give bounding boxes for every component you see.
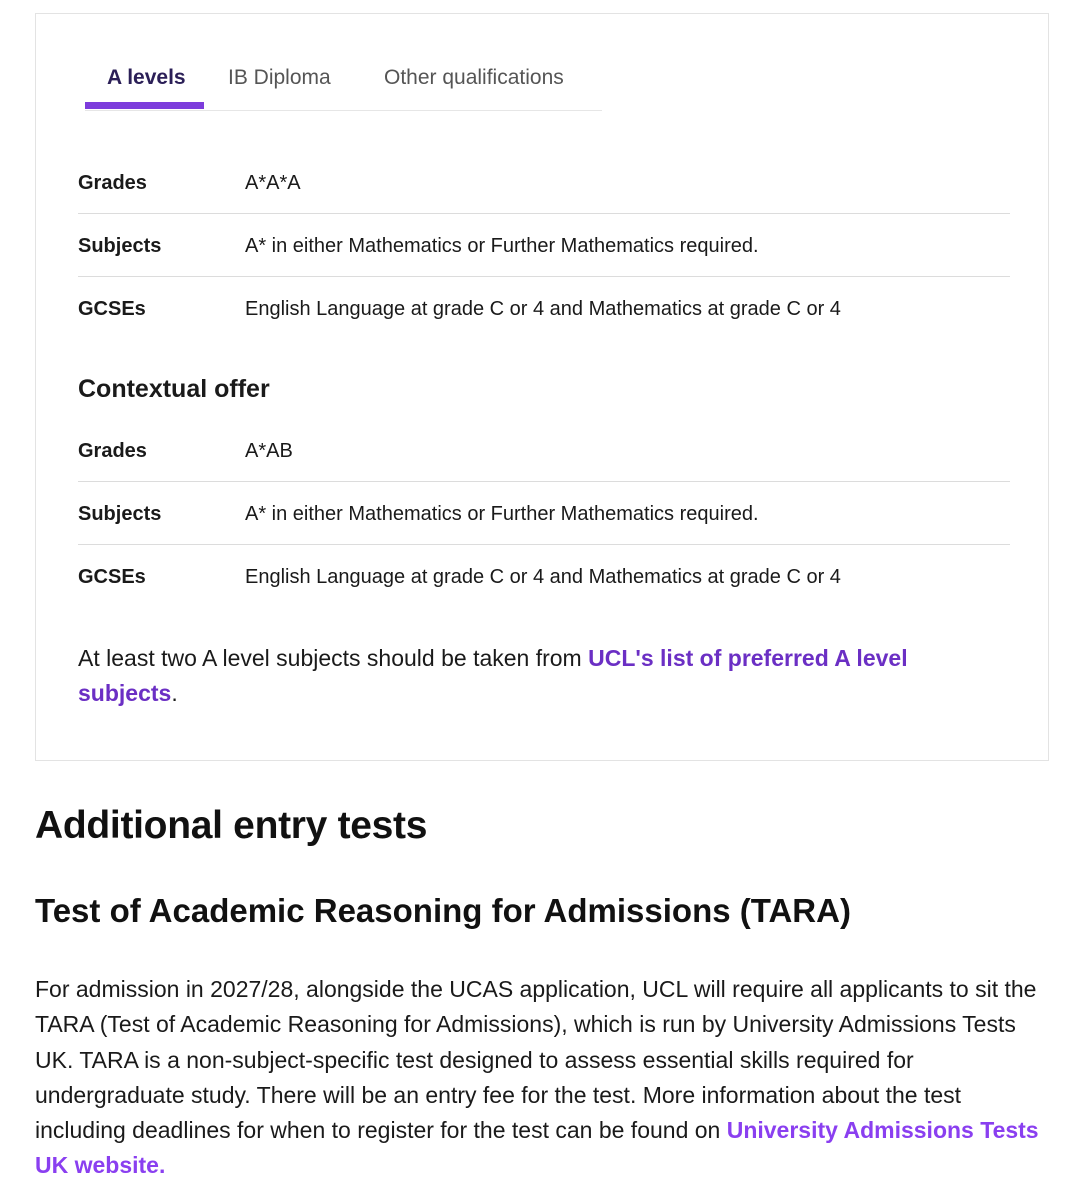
tab-other-qualifications[interactable]: Other qualifications — [384, 66, 564, 89]
row-label: Subjects — [78, 503, 162, 525]
row-label: Subjects — [78, 235, 162, 257]
contextual-offer-heading: Contextual offer — [78, 375, 270, 403]
row-value: A* in either Mathematics or Further Mathematics required. — [245, 503, 759, 525]
row-value: A*A*A — [245, 172, 301, 194]
note-text-end: . — [171, 680, 178, 706]
row-value: English Language at grade C or 4 and Mathematics at grade C or 4 — [245, 298, 841, 320]
tara-description — [35, 972, 1055, 1184]
additional-entry-tests-heading: Additional entry tests — [35, 804, 428, 847]
standard-offer-table — [78, 151, 1010, 340]
table-row — [78, 419, 1010, 482]
row-label: Grades — [78, 172, 147, 194]
table-row — [78, 214, 1010, 277]
table-row — [78, 277, 1010, 340]
preferred-subjects-link[interactable]: UCL's list of preferred A level subjects — [78, 645, 908, 706]
row-label: Grades — [78, 440, 147, 462]
tab-ib-diploma[interactable]: IB Diploma — [228, 66, 331, 89]
entry-requirements-card — [35, 13, 1049, 761]
note-text: At least two A level subjects should be taken from — [78, 645, 589, 671]
row-value: A*AB — [245, 440, 293, 462]
table-row — [78, 482, 1010, 545]
preferred-subjects-note — [78, 641, 998, 711]
table-row — [78, 545, 1010, 608]
tara-description-text: For admission in 2027/28, alongside the UCAS application, UCL will require all applicants to sit the TARA (Test of Academic Reasoning for Admissions), which is run by University Admissions Tests UK. TARA is a non-subject-specific test designed to assess essential skills required for undergraduate study. There will be an entry fee for the test. More information about the test including deadlines for when to register for the test can be found on — [35, 976, 1037, 1144]
uat-uk-website-link[interactable]: University Admissions Tests UK website. — [35, 1117, 1039, 1179]
qualification-tabs — [85, 14, 602, 111]
row-value: A* in either Mathematics or Further Mathematics required. — [245, 235, 759, 257]
row-label: GCSEs — [78, 298, 146, 320]
row-value: English Language at grade C or 4 and Mathematics at grade C or 4 — [245, 566, 841, 588]
table-row — [78, 151, 1010, 214]
active-tab-indicator — [85, 102, 204, 109]
tara-heading: Test of Academic Reasoning for Admissions (TARA) — [35, 892, 851, 929]
row-label: GCSEs — [78, 566, 146, 588]
tab-a-levels[interactable]: A levels — [107, 66, 186, 89]
contextual-offer-table — [78, 419, 1010, 608]
